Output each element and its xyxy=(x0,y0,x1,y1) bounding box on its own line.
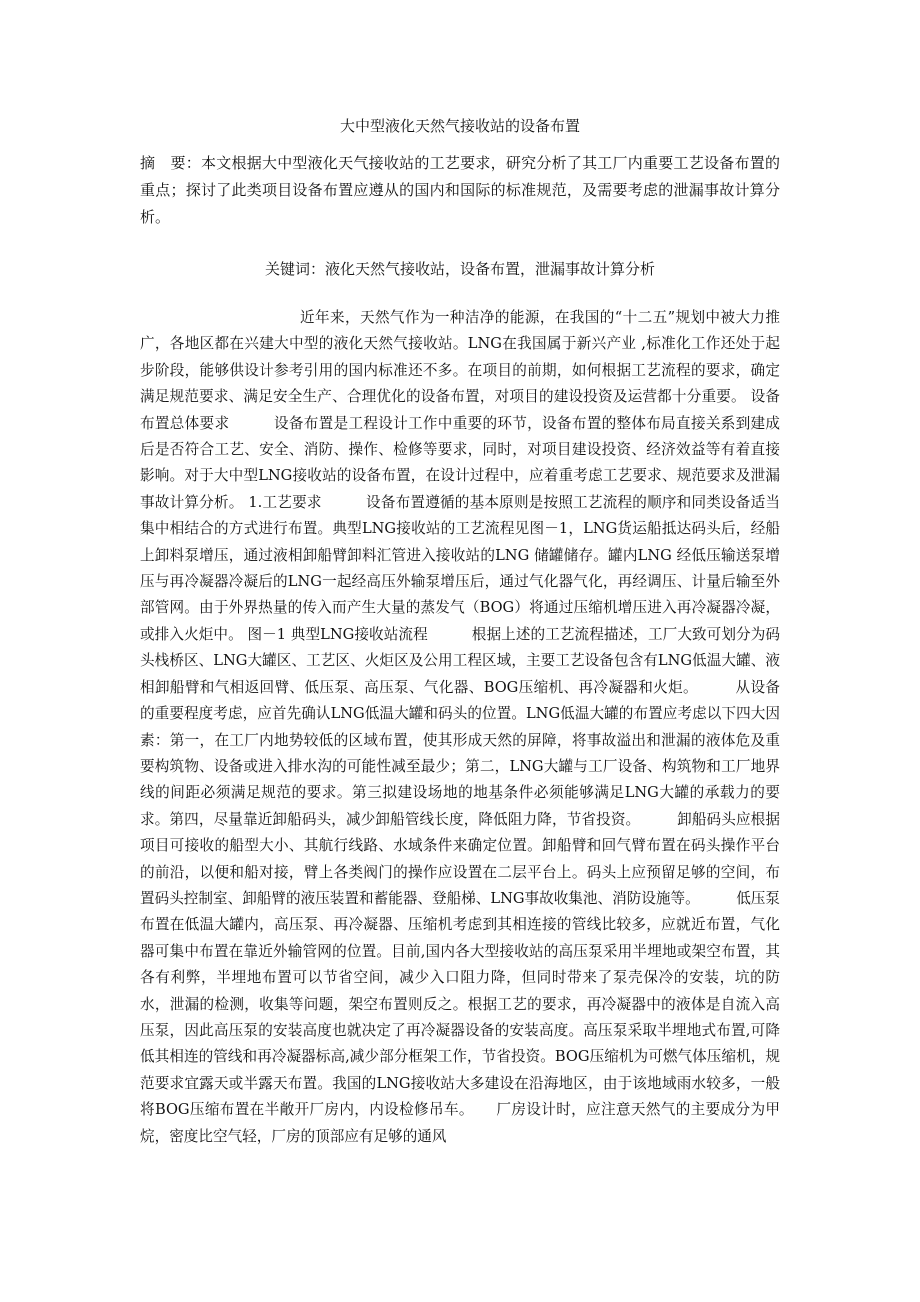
body-paragraph: 近年来，天然气作为一种洁净的能源，在我国的“十二五”规划中被大力推广，各地区都在兴建大中型的液化天然气接收站。LNG在我国属于新兴产业 ,标准化工作还处于起步阶段，能够供设计参考引用的国内标准还不多。在项目的前期，如何根据工艺流程的要求，确定满足规范要求、满足安全生产、合理优化的设备布置，对项目的建设投资及运营都十分重要。 设备布置总体要求 设备布置是工程设计工作中重要的环节，设备布置的整体布局直接关系到建成后是否符合工艺、安全、消防、操作、检修等要求，同时，对项目建设投资、经济效益等有着直接影响。对于大中型LNG接收站的设备布置，在设计过程中，应着重考虑工艺要求、规范要求及泄漏事故计算分析。 1.工艺要求 设备布置遵循的基本原则是按照工艺流程的顺序和同类设备适当集中相结合的方式进行布置。典型LNG接收站的工艺流程见图－1，LNG货运船抵达码头后，经船上卸料泵增压，通过液相卸船臂卸料汇管进入接收站的LNG 储罐储存。罐内LNG 经低压输送泵增压与再冷凝器冷凝后的LNG一起经高压外输泵增压后，通过气化器气化，再经调压、计量后输至外部管网。由于外界热量的传入而产生大量的蒸发气（BOG）将通过压缩机增压进入再冷凝器冷凝，或排入火炬中。 图－1 典型LNG接收站流程 根据上述的工艺流程描述，工厂大致可划分为码头栈桥区、LNG大罐区、工艺区、火炬区及公用工程区域，主要工艺设备包含有LNG低温大罐、液相卸船臂和气相返回臂、低压泵、高压泵、气化器、BOG压缩机、再冷凝器和火炬。 从设备的重要程度考虑，应首先确认LNG低温大罐和码头的位置。LNG低温大罐的布置应考虑以下四大因素：第一，在工厂内地势较低的区域布置，使其形成天然的屏障，将事故溢出和泄漏的液体危及重要构筑物、设备或进入排水沟的可能性减至最少；第二，LNG大罐与工厂设备、构筑物和工厂地界线的间距必须满足规范的要求。第三拟建设场地的地基条件必须能够满足LNG大罐的承载力的要求。第四，尽量靠近卸船码头，减少卸船管线长度，降低阻力降，节省投资。 卸船码头应根据项目可接收的船型大小、其航行线路、水域条件来确定位置。卸船臂和回气臂布置在码头操作平台的前沿，以便和船对接，臂上各类阀门的操作应设置在二层平台上。码头上应预留足够的空间，布置码头控制室、卸船臂的液压装置和蓄能器、登船梯、LNG事故收集池、消防设施等。 低压泵布置在低温大罐内，高压泵、再冷凝器、压缩机考虑到其相连接的管线比较多，应就近布置，气化器可集中布置在靠近外输管网的位置。目前,国内各大型接收站的高压泵采用半埋地或架空布置，其各有利弊，半埋地布置可以节省空间，减少入口阻力降，但同时带来了泵壳保冷的安装，坑的防水，泄漏的检测，收集等问题，架空布置则反之。根据工艺的要求，再冷凝器中的液体是自流入高压泵，因此高压泵的安装高度也就决定了再冷凝器设备的安装高度。高压泵采取半埋地式布置,可降低其相连的管线和再冷凝器标高,减少部分框架工作，节省投资。BOG压缩机为可燃气体压缩机，规范要求宜露天或半露天布置。我国的LNG接收站大多建设在沿海地区，由于该地域雨水较多，一般将BOG压缩布置在半敞开厂房内，内设检修吊车。 厂房设计时，应注意天然气的主要成分为甲烷，密度比空气轻，厂房的顶部应有足够的通风 xyxy=(140,309,780,1145)
keywords-line: 关键词：液化天然气接收站，设备布置，泄漏事故计算分析 xyxy=(264,260,655,278)
document-title: 大中型液化天然气接收站的设备布置 xyxy=(339,117,580,135)
abstract-paragraph: 摘 要：本文根据大中型液化天气接收站的工艺要求，研究分析了其工厂内重要工艺设备布置的重点；探讨了此类项目设备布置应遵从的国内和国际的标准规范，及需要考虑的泄漏事故计算分析。 xyxy=(140,154,780,226)
